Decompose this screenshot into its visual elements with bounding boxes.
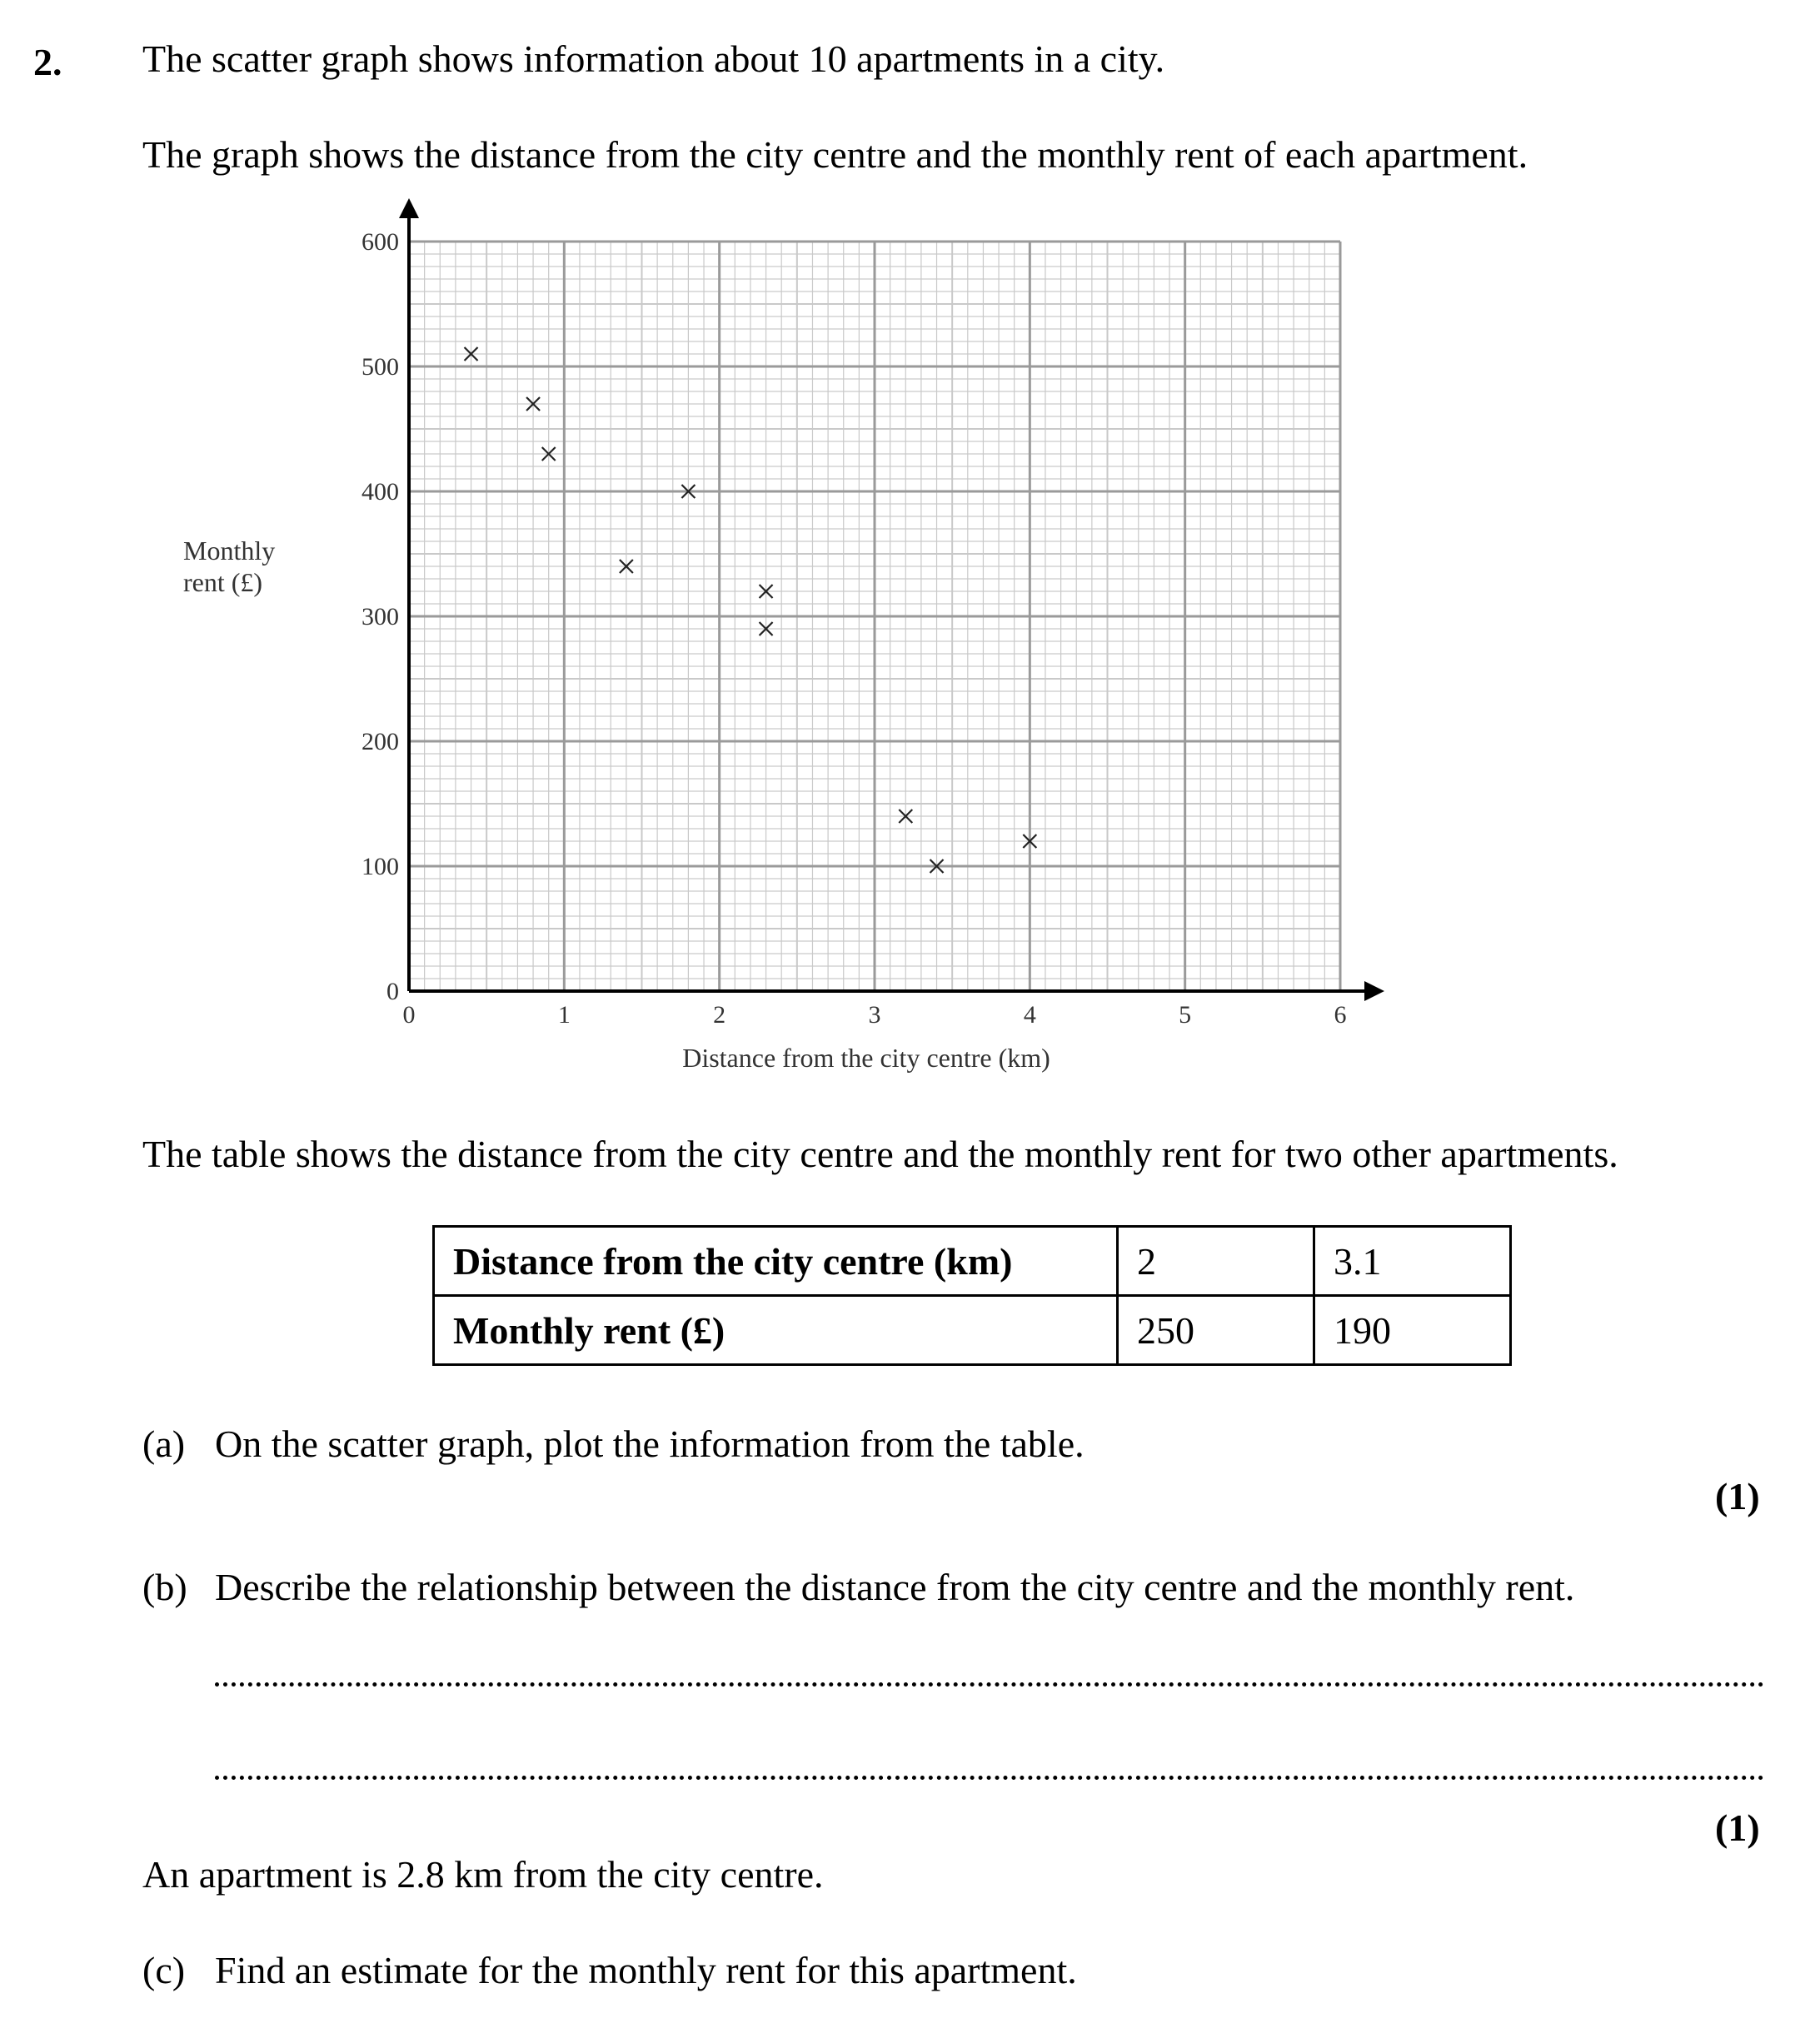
context-text: An apartment is 2.8 km from the city centre. — [142, 1853, 824, 1896]
y-tick-label: 100 — [362, 853, 399, 880]
x-tick-label: 2 — [713, 1001, 726, 1029]
table-cell: 250 — [1118, 1296, 1314, 1365]
table-row — [434, 1227, 1511, 1296]
x-tick-label: 6 — [1334, 1001, 1347, 1029]
part-b-text: Describe the relationship between the distance from the city centre and the monthly rent. — [215, 1566, 1575, 1608]
part-b-label: (b) — [142, 1566, 187, 1608]
x-axis-arrow — [1364, 981, 1384, 1001]
y-tick-label: 200 — [362, 728, 399, 755]
table-row-header-rent: Monthly rent (£) — [434, 1296, 1118, 1365]
part-a-marks: (1) — [1715, 1475, 1760, 1517]
y-tick-label: 400 — [362, 478, 399, 506]
x-tick-label: 3 — [868, 1001, 881, 1029]
part-c-label: (c) — [142, 1949, 186, 1991]
x-axis-label: Distance from the city centre (km) — [682, 1043, 1050, 1073]
table-intro: The table shows the distance from the city centre and the monthly rent for two other apartments. — [142, 1133, 1618, 1175]
x-tick-labels — [403, 1001, 1347, 1029]
table-cell: 3.1 — [1314, 1227, 1511, 1296]
x-tick-label: 4 — [1023, 1001, 1036, 1029]
y-tick-label: 600 — [362, 228, 399, 256]
y-tick-label: 300 — [362, 603, 399, 630]
y-tick-label: 500 — [362, 353, 399, 381]
x-tick-label: 0 — [402, 1001, 416, 1029]
table-row-header-distance: Distance from the city centre (km) — [434, 1227, 1118, 1296]
answer-line-b-2[interactable] — [215, 1776, 1764, 1780]
y-tick-label: 0 — [386, 978, 399, 1005]
part-a-label: (a) — [142, 1423, 186, 1465]
y-axis-arrow — [399, 198, 419, 218]
part-c-text: Find an estimate for the monthly rent for this apartment. — [215, 1949, 1077, 1991]
y-tick-labels — [362, 228, 399, 1005]
question-number: 2. — [33, 41, 62, 83]
answer-line-b-1[interactable] — [215, 1682, 1764, 1687]
x-tick-label: 5 — [1179, 1001, 1192, 1029]
table-cell: 2 — [1118, 1227, 1314, 1296]
x-tick-label: 1 — [557, 1001, 571, 1029]
y-axis-label-line-2: rent (£) — [183, 567, 263, 597]
table-row — [434, 1296, 1511, 1365]
info-table — [432, 1225, 1512, 1366]
part-b-marks: (1) — [1715, 1806, 1760, 1849]
table-cell: 190 — [1314, 1296, 1511, 1365]
intro-line-1: The scatter graph shows information about 10 apartments in a city. — [142, 37, 1165, 80]
part-a-text: On the scatter graph, plot the information from the table. — [215, 1423, 1085, 1465]
intro-line-2: The graph shows the distance from the city centre and the monthly rent of each apartment. — [142, 133, 1528, 176]
y-axis-label-line-1: Monthly — [183, 536, 276, 566]
axes — [399, 198, 1384, 1001]
